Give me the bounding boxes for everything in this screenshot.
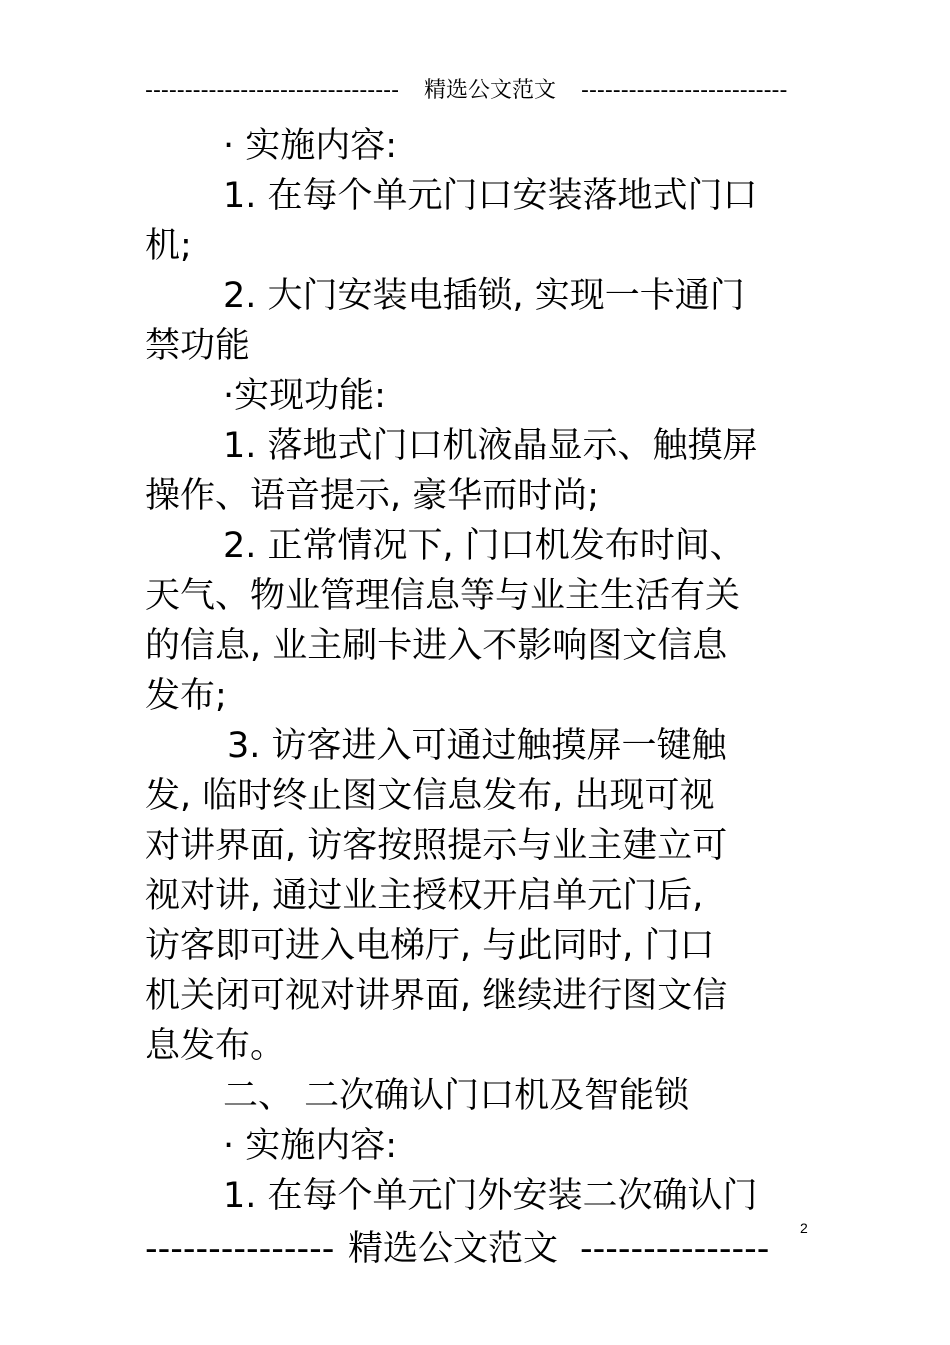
paragraph-line: 操作、语音提示, 豪华而时尚; [145,476,600,516]
paragraph-line: 1. 在每个单元门口安装落地式门口 [223,176,758,216]
paragraph-line: 发, 临时终止图文信息发布, 出现可视 [145,776,715,816]
paragraph-line: 3. 访客进入可通过触摸屏一键触 [227,726,727,766]
header-right-dashes: -------------------------- [581,78,788,103]
paragraph-line: 2. 大门安装电插锁, 实现一卡通门 [223,276,745,316]
paragraph-line: 视对讲, 通过业主授权开启单元门后, [145,876,704,916]
paragraph-line: 的信息, 业主刷卡进入不影响图文信息 [145,626,728,666]
footer-title: 精选公文范文 [348,1229,559,1269]
header-title: 精选公文范文 [424,78,557,103]
paragraph-line: 发布; [145,676,227,716]
section-heading-functions: ·实现功能: [223,376,386,416]
section-heading-secondary-confirmation: 二、 二次确认门口机及智能锁 [223,1076,690,1116]
paragraph-line: 天气、物业管理信息等与业主生活有关 [145,576,741,616]
header-left-dashes: -------------------------------- [145,78,400,103]
page-number: 2 [800,1220,808,1236]
footer-right-dashes: --------------- [580,1229,770,1269]
page-footer [145,1224,785,1274]
section-heading-implementation: · 实施内容: [223,126,398,166]
page-header [145,76,788,106]
paragraph-line: 机关闭可视对讲界面, 继续进行图文信 [145,976,728,1016]
paragraph-line: 1. 在每个单元门外安装二次确认门 [223,1176,758,1216]
section-heading-implementation: · 实施内容: [223,1126,398,1166]
document-body [145,121,785,1221]
paragraph-line: 2. 正常情况下, 门口机发布时间、 [223,526,745,566]
paragraph-line: 1. 落地式门口机液晶显示、触摸屏 [223,426,758,466]
paragraph-line: 机; [145,226,192,266]
paragraph-line: 访客即可进入电梯厅, 与此同时, 门口 [145,926,715,966]
footer-left-dashes: --------------- [145,1229,335,1269]
paragraph-line: 息发布。 [145,1026,286,1066]
paragraph-line: 禁功能 [145,326,251,366]
paragraph-line: 对讲界面, 访客按照提示与业主建立可 [145,826,728,866]
